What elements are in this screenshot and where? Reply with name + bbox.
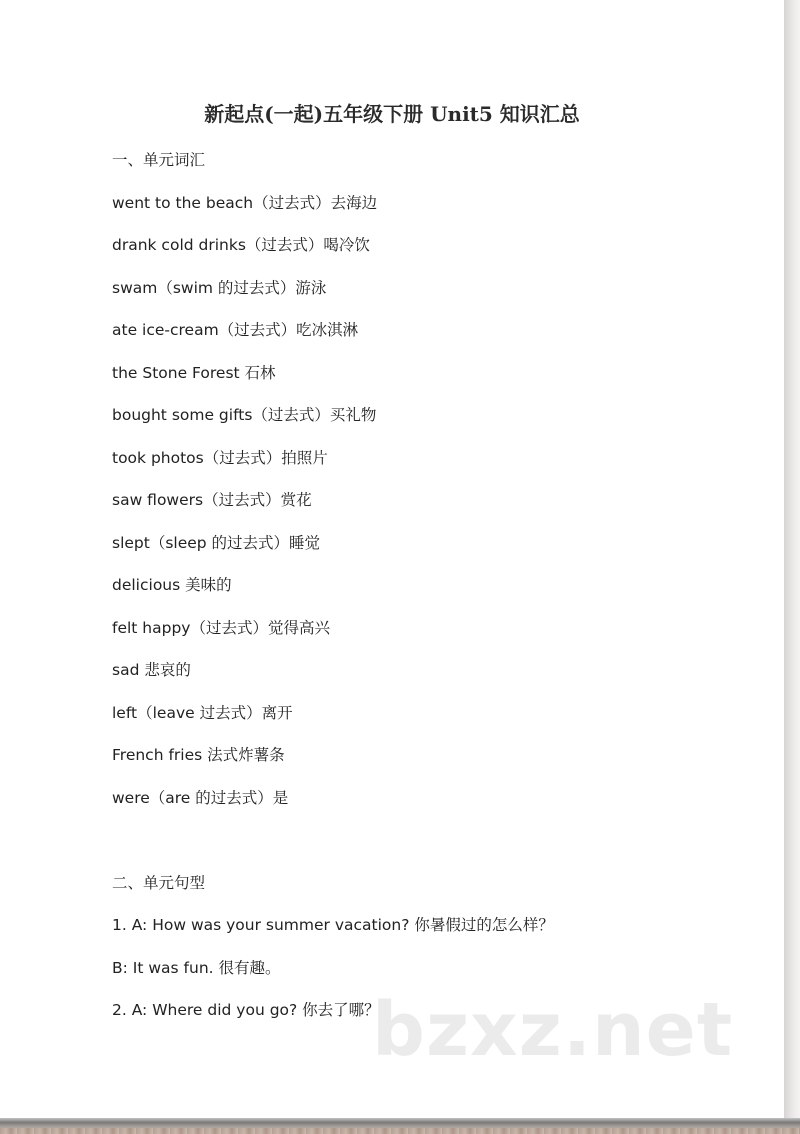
- sentence-item: 2. A: Where did you go? 你去了哪？: [112, 1001, 380, 1019]
- vocab-item: ate ice-cream（过去式）吃冰淇淋: [112, 321, 359, 339]
- page-bottom-edge: [0, 1118, 800, 1134]
- vocab-item: went to the beach（过去式）去海边: [112, 194, 378, 212]
- vocab-item: took photos（过去式）拍照片: [112, 449, 328, 467]
- vocab-item: saw flowers（过去式）赏花: [112, 491, 312, 509]
- page-title: 新起点(一起)五年级下册 Unit5 知识汇总: [204, 102, 580, 126]
- vocab-item: slept（sleep 的过去式）睡觉: [112, 534, 321, 552]
- vocab-item: the Stone Forest 石林: [112, 364, 276, 382]
- vocab-item: were（are 的过去式）是: [112, 789, 289, 807]
- watermark-logo: bzxz.net: [372, 987, 734, 1073]
- sentence-item: B: It was fun. 很有趣。: [112, 959, 281, 977]
- sentence-item: 1. A: How was your summer vacation? 你暑假过的怎么样？: [112, 916, 554, 934]
- vocab-item: left（leave 过去式）离开: [112, 704, 293, 722]
- section-heading-vocabulary: 一、单元词汇: [112, 151, 206, 169]
- vocab-item: bought some gifts（过去式）买礼物: [112, 406, 377, 424]
- vocab-item: French fries 法式炸薯条: [112, 746, 285, 764]
- vocab-item: sad 悲哀的: [112, 661, 191, 679]
- page-edge-shadow: [784, 0, 800, 1134]
- vocab-item: delicious 美味的: [112, 576, 232, 594]
- vocab-item: felt happy（过去式）觉得高兴: [112, 619, 330, 637]
- vocab-item: swam（swim 的过去式）游泳: [112, 279, 327, 297]
- section-heading-sentences: 二、单元句型: [112, 874, 206, 892]
- vocab-item: drank cold drinks（过去式）喝冷饮: [112, 236, 370, 254]
